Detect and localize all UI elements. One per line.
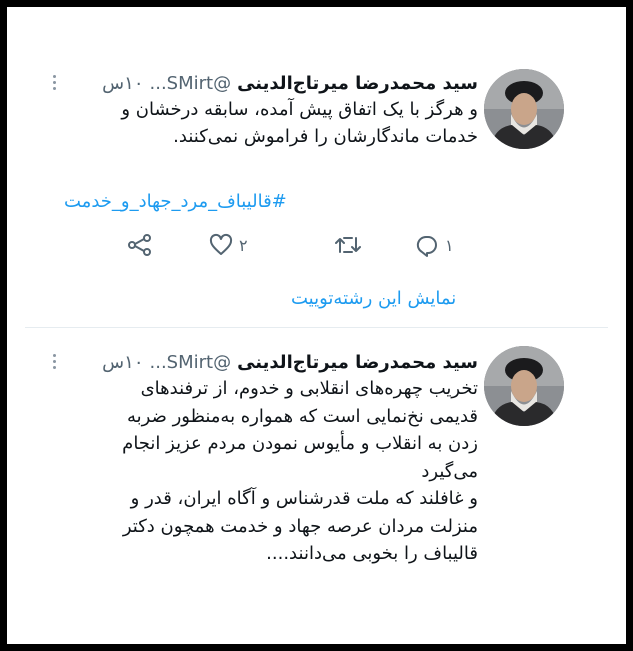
author-name[interactable]: سید محمدرضا میرتاج‌الدینی (237, 351, 478, 373)
like-button[interactable] (209, 233, 248, 257)
avatar[interactable] (484, 346, 564, 426)
text-line: خدمات ماندگارشان را فراموش نمی‌کنند. (173, 126, 478, 147)
tweet-header (47, 349, 478, 375)
reply-icon (415, 233, 439, 257)
text-line: و غافلند که ملت قدرشناس و آگاه ایران، قدر و (130, 488, 478, 509)
author-handle[interactable]: ...SMirt@ (149, 351, 232, 373)
reply-count: ۱ (445, 235, 454, 255)
text-line: می‌گیرد (421, 460, 478, 482)
text-line: قالیباف را بخوبی می‌دانند.... (266, 543, 478, 564)
tweet-time[interactable]: ۱۰س (102, 351, 144, 373)
retweet-button[interactable] (335, 233, 361, 257)
author-handle[interactable]: ...SMirt@ (149, 72, 232, 94)
like-count: ۲ (239, 235, 248, 255)
text-line: تخریب چهره‌های انقلابی و خدوم، از ترفندهای (140, 378, 478, 399)
share-button[interactable] (127, 233, 153, 257)
share-icon (127, 233, 153, 257)
tweet-2[interactable] (7, 328, 626, 628)
tweet-1[interactable] (7, 7, 626, 327)
text-line: و هرگز با یک اتفاق پیش آمده، سابقه درخشان و (121, 99, 478, 120)
tweet-header (47, 70, 478, 96)
text-line: زدن به انقلاب و مأیوس نمودن مردم عزیز انجام (122, 433, 478, 454)
reply-button[interactable] (415, 233, 454, 257)
screenshot-frame (7, 7, 626, 644)
tweet-time[interactable]: ۱۰س (102, 72, 144, 94)
tweet-text (47, 375, 478, 568)
text-line: منزلت مردان عرصه جهاد و خدمت همچون دکتر (122, 515, 478, 537)
text-line: قدیمی نخ‌نمایی است که همواره به‌منظور ضربه (126, 405, 478, 427)
hashtag-link[interactable]: #قالیباف_مرد_جهاد_و_خدمت (64, 191, 287, 212)
show-thread-link[interactable]: نمایش این رشته‌توییت (291, 288, 457, 309)
retweet-icon (335, 233, 361, 257)
more-icon[interactable] (47, 349, 61, 373)
tweet-actions (7, 233, 626, 263)
author-name[interactable]: سید محمدرضا میرتاج‌الدینی (237, 72, 478, 94)
avatar[interactable] (484, 69, 564, 149)
tweet-text (47, 96, 478, 150)
like-icon (209, 233, 233, 257)
more-icon[interactable] (47, 70, 61, 94)
